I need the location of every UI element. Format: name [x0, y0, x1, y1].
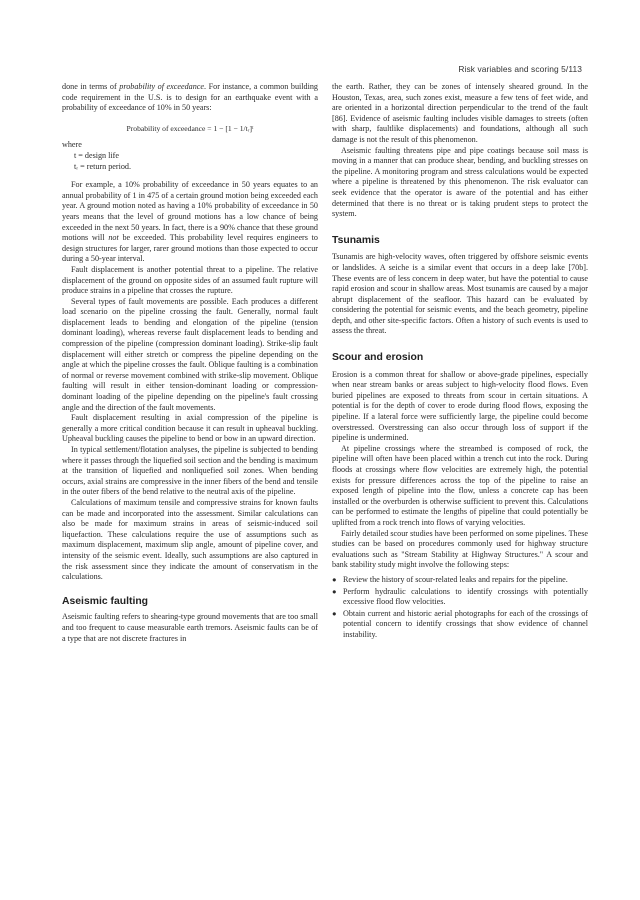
paragraph-fault-3: Fault displacement resulting in axial compression of the pipeline is generally a more critical condition because it can result in upheaval buckling. Upheaval buckling causes the pipeline to bend or bow in an upward direction. [62, 413, 318, 444]
paragraph-fault-4: In typical settlement/flotation analyses, the pipeline is subjected to bending where it passes through the liquefied soil section and the bending is maximum at the transition of liquefied and nonliquefied soil zones. When bending occurs, axial strains are compressive in the inner fibers of the bend and tensile in the outer fibers of the bend relative to the neutral axis of the pipeline. [62, 445, 318, 497]
paragraph-tsunamis: Tsunamis are high-velocity waves, often triggered by offshore seismic events or landslides. A seiche is a similar event that occurs in a deep lake [70b]. These events are of less concern in deep water, but have the potential to cause rapid erosion and scour in shallow areas. Most tsunamis are caused by a major abrupt displacement of the seafloor. This hazard can be evaluated by considering the potential for seismic events, and the beach geometry, pipeline depth, and other site-specific factors. Often a history of such events is used to assess the threat. [332, 252, 588, 336]
bullet-icon: ● [332, 608, 337, 618]
scour-steps-list [332, 575, 588, 641]
left-column [62, 82, 318, 644]
right-column [332, 82, 588, 642]
bullet-icon: ● [332, 586, 337, 596]
paragraph-fault-1: Fault displacement is another potential threat to a pipeline. The relative displacement of the ground on opposite sides of an assumed fault rupture will produce strains in a pipeline that crosses the rupture. [62, 264, 318, 296]
list-item: ● Perform hydraulic calculations to identify crossings with potentially excessive flood flow velocities. [332, 586, 588, 607]
paragraph-example: For example, a 10% probability of exceedance in 50 years equates to an annual probability of 1 in 475 of a certain ground motion being exceeded each year. A ground motion noted as having a 10% probability of exceedance in 50 years means that the level of ground motions has a low chance of being exceeded in the next 50 years. In fact, there is a 90% chance that these ground motions will not be exceeded. This probability level requires engineers to design structures for larger, rarer ground motions than those expected to occur during a 50-year interval. [62, 180, 318, 264]
paragraph-scour-3: Fairly detailed scour studies have been performed on some pipelines. These studies can be based on procedures commonly used for highway structure evaluations such as "Stream Stability at Highway Structures." A scour and bank stability study might involve the following steps: [332, 528, 588, 570]
emphasis-not: not [108, 233, 119, 243]
definition-design-life: t = design life [74, 150, 119, 160]
definition-return-period: tᵣ = return period. [74, 161, 131, 171]
paragraph-aseismic-1: Aseismic faulting refers to shearing-type ground movements that are too small and too frequent to cause measurable earth tremors. Aseismic faults can be of a type that are not discrete fractures in [62, 612, 318, 643]
paragraph-scour-2: At pipeline crossings where the streambed is composed of rock, the pipeline will often have been placed within a trench cut into the rock. During floods at crossings where flow velocities are extremely high, the potential exists for pressure differences across the top of the pipeline to raise an exposed length of pipeline into the flow, unless a concrete cap has been installed or the overburden is otherwise sufficient to prevent this. Calculations can be performed to estimate the lengths of pipeline that could potentially be uplifted from a rock trench into flows of varying velocities. [332, 443, 588, 527]
list-item: ● Obtain current and historic aerial photographs for each of the crossings of potential concern to identify crossings that show evidence of channel instability. [332, 608, 588, 639]
paragraph-fault-5: Calculations of maximum tensile and compressive strains for known faults can be made and incorporated into the assessment. Similar calculations can also be made for maximum strains in areas of seismic-induced soil liquefaction. These calculations require the use of assumptions such as maximum displacement, maximum slip angle, amount of pipeline cover, and intensity of the seismic event. Ideally, such assumptions are also captured in the risk assessment since they indicate the amount of conservatism in the calculations. [62, 497, 318, 582]
heading-aseismic-faulting: Aseismic faulting [62, 595, 149, 607]
paragraph-intro: done in terms of probability of exceedance. For instance, a common building code requirement in the U.S. is to design for an earthquake event with a probability of exceedance of 10% in 50 years: [62, 82, 318, 113]
paragraph-aseismic-continued: the earth. Rather, they can be zones of intensely sheared ground. In the Houston, Texas, area, such zones exist, measure a few tens of feet wide, and are oriented in a horizontal direction perpendicular to the trend of the fault [86]. Evidence of aseismic faulting includes visible damages to streets (often with sharp, faultlike displacements) and foundations, although all such damage is not the result of this phenomenon. [332, 82, 588, 144]
bullet-icon: ● [332, 574, 337, 584]
list-item: ● Review the history of scour-related leaks and repairs for the pipeline. [332, 574, 568, 584]
paragraph-fault-2: Several types of fault movements are possible. Each produces a different load scenario on the pipeline crossing the fault. Generally, normal fault displacement leads to bending and elongation of the pipeline (tension dominant loading), whereas reverse fault displacement leads to bending and compression of the pipeline (compression dominant loading). Strike-slip fault displacement will either stretch or compress the pipeline depending on the angle at which the pipeline crosses the fault. Oblique faulting is a combination of normal or reverse movement combined with strike-slip movement. Oblique faulting will result in either tension-dominant loading or compression-dominant loading of the pipeline depending on the pipeline's fault crossing angle and the direction of the fault movements. [62, 296, 318, 412]
emphasis-probability-of-exceedance: probability of exceedance [119, 82, 204, 91]
paragraph-scour-1: Erosion is a common threat for shallow or above-grade pipelines, especially when near stream banks or areas subject to high-velocity flood flows. Even buried pipelines are exposed to threats from scour in certain situations. A potential is for the depth of cover to erode during flood flows, exposing the pipeline. If a lateral force were sufficiently large, the pipeline could become overstressed. Overstressing can also occur through loss of support if the pipeline is undermined. [332, 369, 588, 443]
heading-scour-and-erosion: Scour and erosion [332, 352, 424, 364]
exceedance-formula: Probability of exceedance = 1 − [1 − 1/tᵣ]ᵗ [126, 123, 254, 133]
formula-where: where [62, 140, 82, 150]
heading-tsunamis: Tsunamis [332, 234, 380, 246]
paragraph-aseismic-2: Aseismic faulting threatens pipe and pipe coatings because soil mass is moving in a manner that can produce shear, bending, and buckling stresses on the pipeline. A monitoring program and stress calculations would be expected where a pipeline is threatened by this phenomenon. The risk evaluator can seek evidence that the operator is aware of the potential and has either determined that there is no threat or is taking prudent steps to protect the system. [332, 145, 588, 219]
running-head: Risk variables and scoring 5/113 [458, 64, 582, 74]
